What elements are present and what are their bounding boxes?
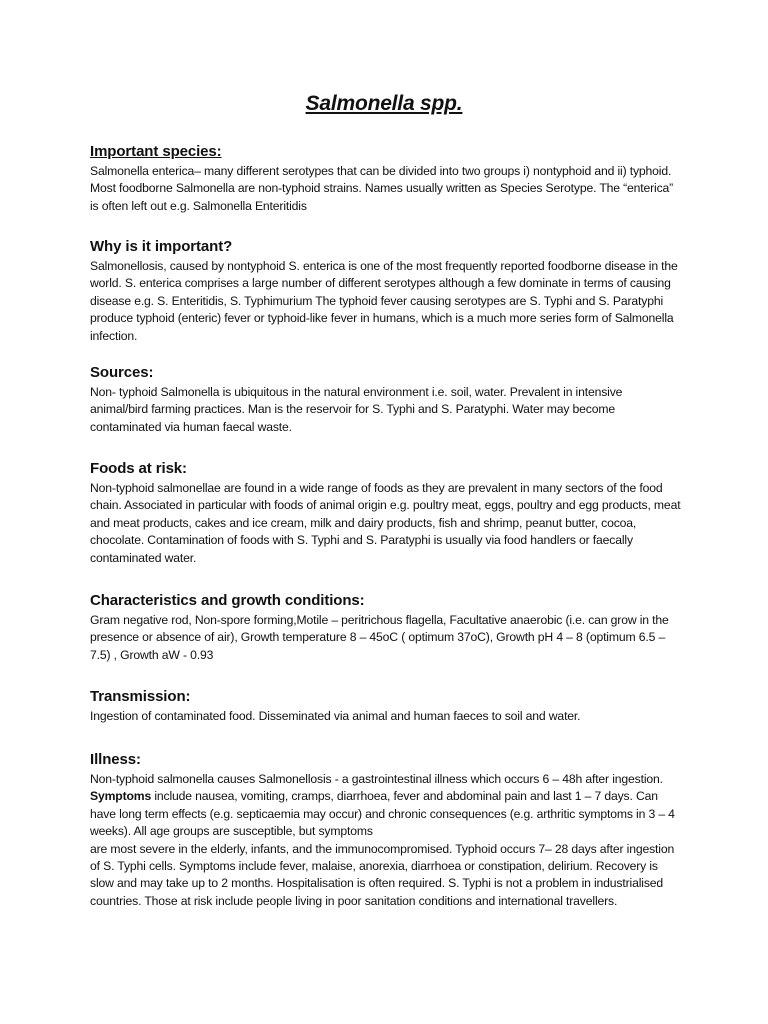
section-paragraph: Non-typhoid salmonellae are found in a wide range of foods as they are prevalent in many sectors of the food chain. Associated in particular with foods of animal origin e.g. poultry meat, eggs, poultry and egg products, meat and meat products, cakes and ice cream, milk and dairy products, fish and shrimp, peanut butter, cocoa, chocolate. Contamination of foods with S. Typhi and S. Paratyphi is usually via food handlers or faecally contaminated water. (90, 481, 681, 565)
paragraph-text: Non-typhoid salmonella causes Salmonellosis - a gastrointestinal illness which occurs 6 – 48h after ingestion. (90, 772, 663, 786)
section-paragraph: Salmonella enterica– many different serotypes that can be divided into two groups i) nontyphoid and ii) typhoid. Most foodborne Salmonella are non-typhoid strains. Names usually written as Species Serotype. The “enterica” is often left out e.g. Salmonella Enteritidis (90, 164, 674, 213)
section-sources (90, 363, 682, 436)
section-paragraph-continued: are most severe in the elderly, infants, and the immunocompromised. Typhoid occurs 7– 28 days after ingestion of S. Typhi cells. Symptoms include fever, malaise, anorexia, diarrhoea or constipation, delirium. Recovery is slow and may take up to 2 months. Hospitalisation is often required. S. Typhi is not a problem in industrialised countries. Those at risk include people living in poor sanitation conditions and international travellers. (90, 841, 675, 908)
section-paragraph: Non- typhoid Salmonella is ubiquitous in the natural environment i.e. soil, water. Prevalent in intensive animal/bird farming practices. Man is the reservoir for S. Typhi and S. Paratyphi. Water may become contaminated via human faecal waste. (90, 385, 623, 434)
section-heading: Foods at risk: (90, 460, 187, 477)
section-why-important (90, 237, 682, 345)
symptoms-bold-text: Symptoms (90, 789, 152, 804)
section-important-species (90, 142, 682, 215)
section-paragraph: Salmonellosis, caused by nontyphoid S. enterica is one of the most frequently reported foodborne disease in the world. S. enterica comprises a large number of different serotypes although a few dominate in terms of causing disease e.g. S. Enteritidis, S. Typhimurium The typhoid fever causing serotypes are S. Typhi and S. Paratyphi produce typhoid (enteric) fever or typhoid-like fever in humans, which is a much more series form of Salmonella infection. (90, 259, 678, 343)
section-heading: Characteristics and growth conditions: (90, 592, 365, 609)
section-paragraph: Ingestion of contaminated food. Disseminated via animal and human faeces to soil and water. (90, 709, 581, 723)
document-title: Salmonella spp. (305, 92, 463, 115)
section-heading: Illness: (90, 751, 141, 768)
section-heading: Sources: (90, 364, 154, 381)
section-illness (90, 750, 682, 910)
section-heading: Important species: (90, 143, 222, 160)
paragraph-text: include nausea, vomiting, cramps, diarrhoea, fever and abdominal pain and last 1 – 7 days. Can have long term effects (e.g. septicaemia may occur) and chronic consequences (e.g. arthritic symptoms in 3 – 4 weeks). All age groups are susceptible, but symptoms (90, 789, 675, 839)
section-characteristics (90, 591, 682, 664)
section-paragraph (90, 771, 682, 841)
section-heading: Why is it important? (90, 238, 233, 255)
section-heading: Transmission: (90, 688, 191, 705)
section-transmission (90, 687, 682, 725)
section-foods-at-risk (90, 459, 682, 567)
section-paragraph: Gram negative rod, Non-spore forming,Motile – peritrichous flagella, Facultative anaerobic (i.e. can grow in the presence or absence of air), Growth temperature 8 – 45oC ( optimum 37oC), Growth pH 4 – 8 (optimum 6.5 – 7.5) , Growth aW - 0.93 (90, 613, 669, 662)
